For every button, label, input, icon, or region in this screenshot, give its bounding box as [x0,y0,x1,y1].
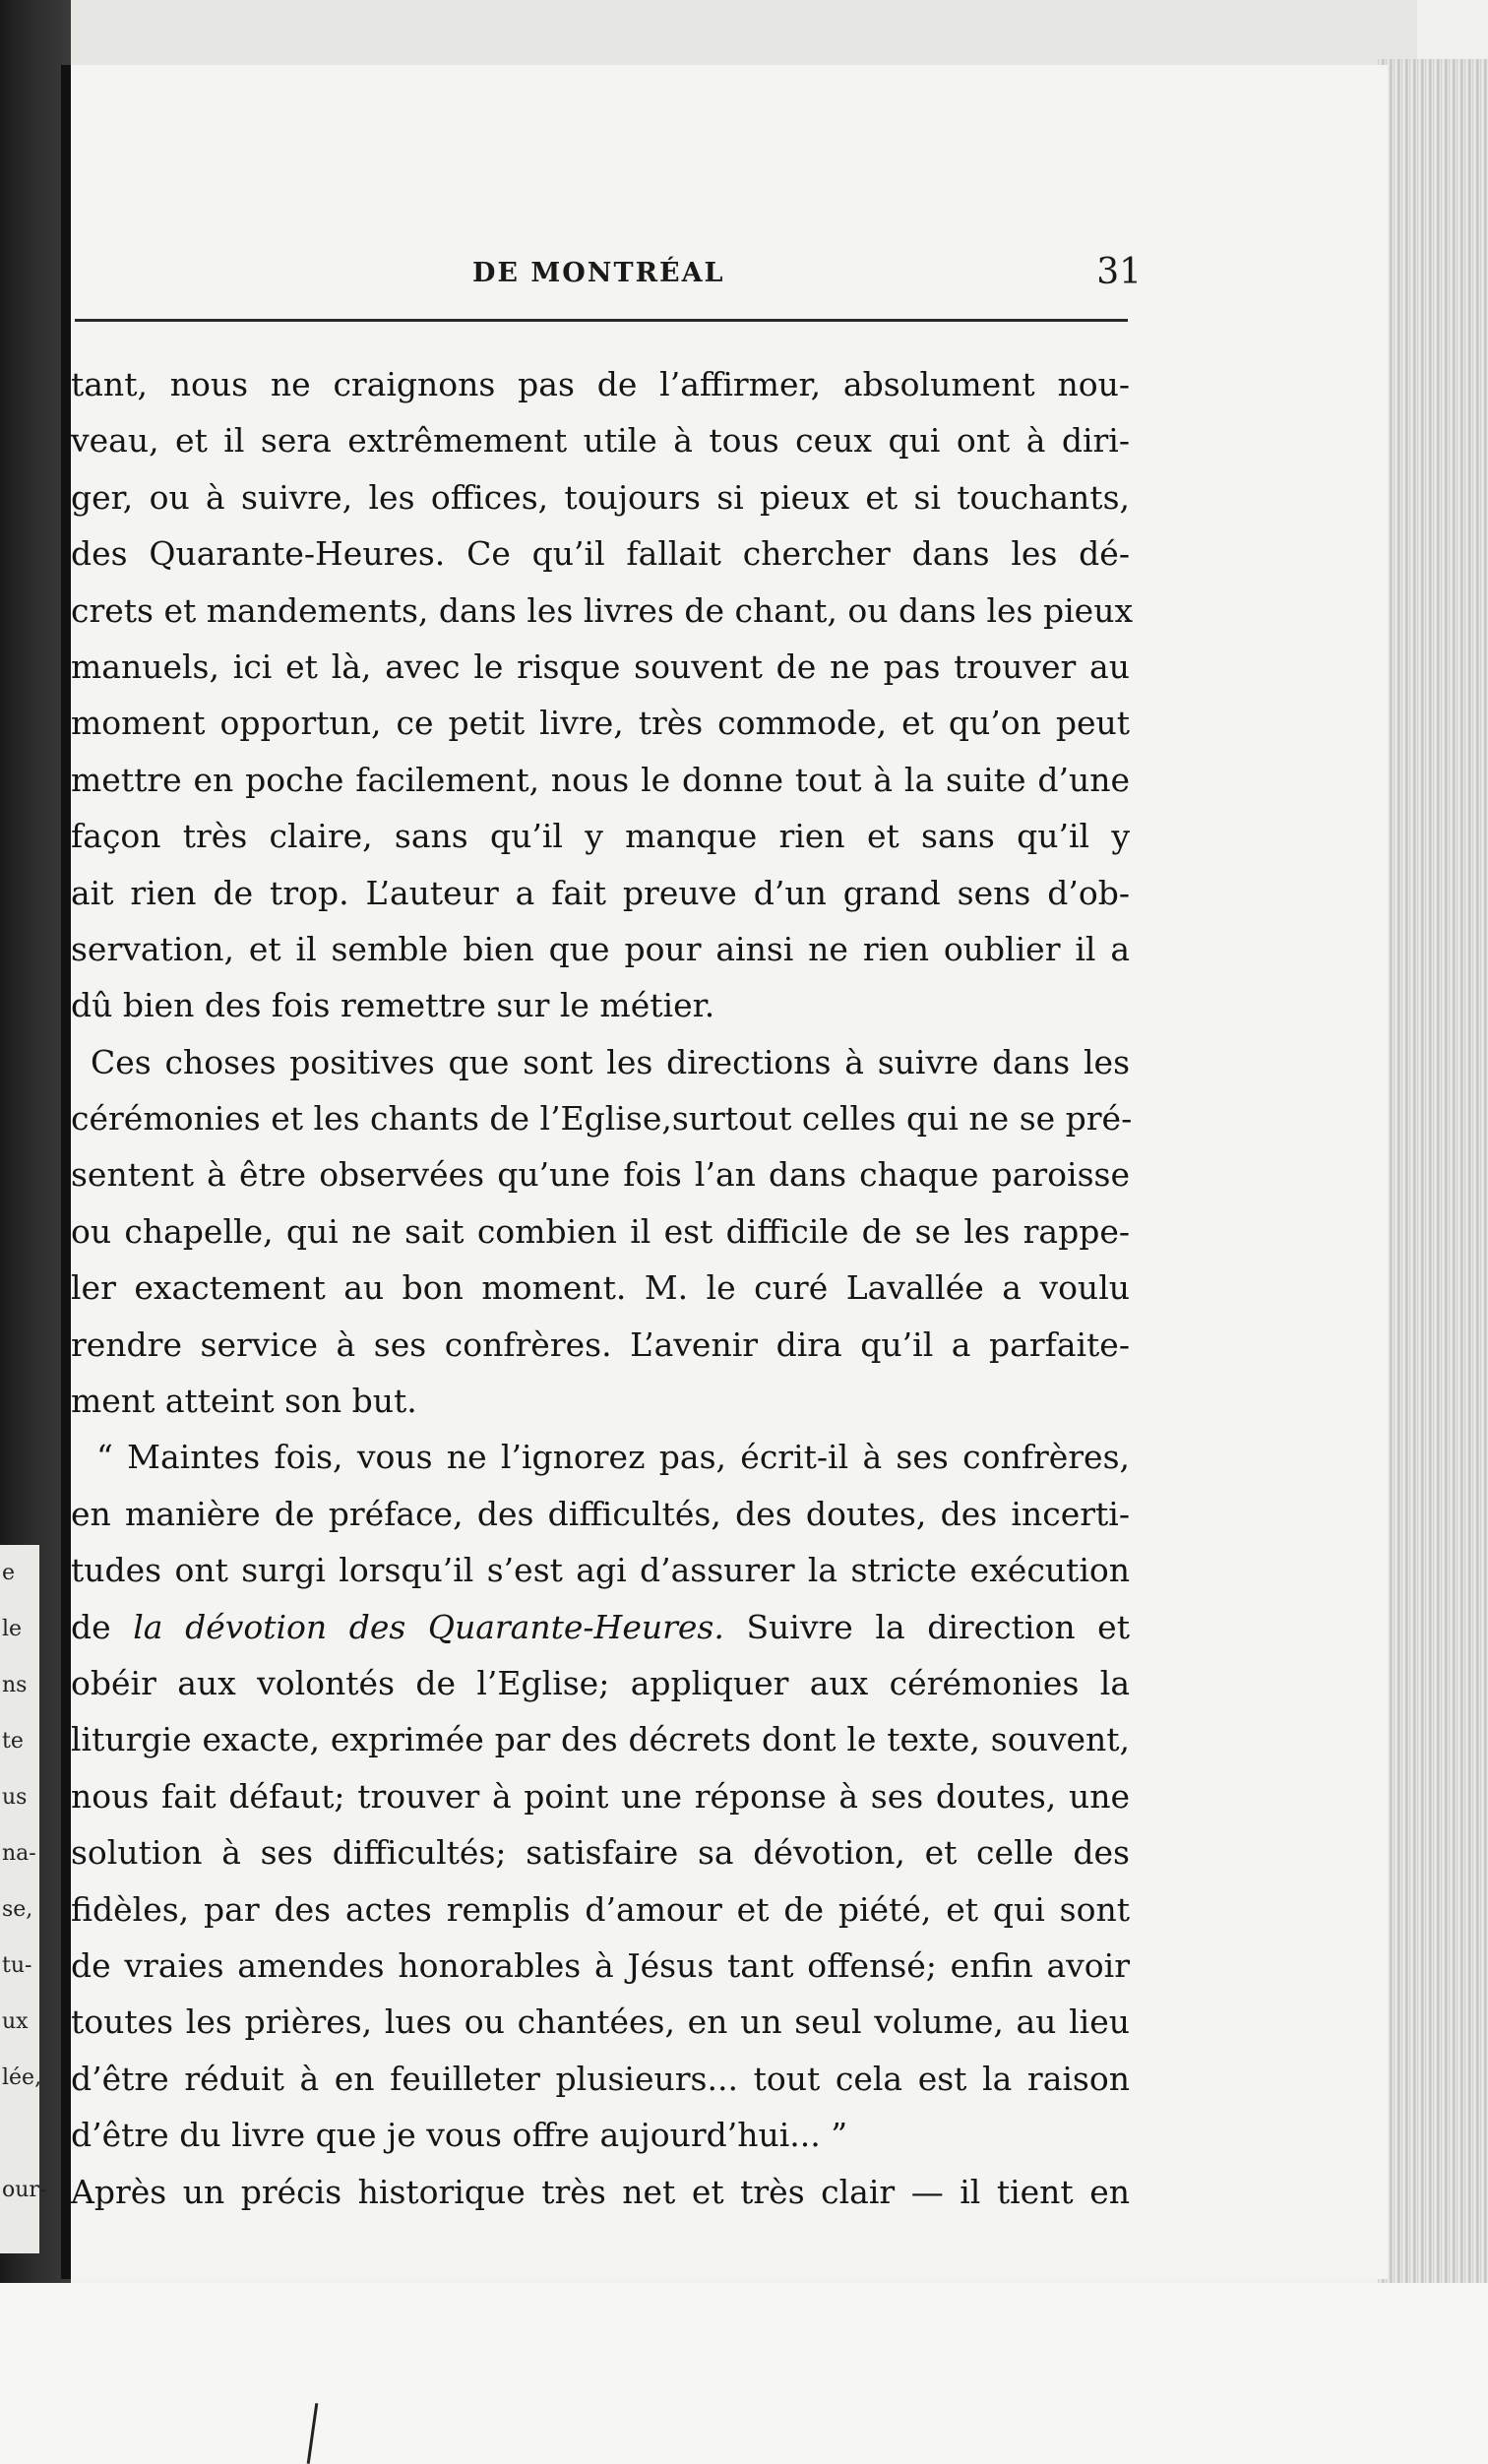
facing-page-fragments [0,1545,47,2253]
fragment: us [2,1785,28,1810]
scan-top-shadow [39,0,1417,69]
text-line: rendre service à ses confrères. L’avenir dira qu’il a parfaite- [71,1324,1130,1364]
fragment [0,2106,39,2162]
text-line: toutes les prières, lues ou chantées, en un seul volume, au lieu [71,2002,1130,2042]
fragment: na- [2,1841,36,1866]
text-line: ment atteint son but. [71,1382,417,1421]
fragment: our- [2,2178,47,2202]
text-line: d’être du livre que je vous offre aujourd’hui... ” [71,2116,848,2155]
italic-title: la dévotion des Quarante-Heures. [133,1607,724,1646]
text-line: ou chapelle, qui ne sait combien il est difficile de se les rappe- [71,1211,1130,1251]
fragment: tu- [2,1953,32,1978]
text-line: en manière de préface, des difficultés, des doutes, des incerti- [71,1494,1130,1533]
text-line: sentent à être observées qu’une fois l’an dans chaque paroisse [71,1155,1130,1195]
fragment: se, [2,1897,33,1922]
text-fragment: de [71,1607,111,1646]
scan-bottom-margin [0,2283,1488,2464]
header-rule [75,319,1128,322]
text-line: obéir aux volontés de l’Eglise; appliquer aux cérémonies la [71,1663,1130,1702]
text-line: moment opportun, ce petit livre, très commode, et qu’on peut [71,704,1130,743]
text-line: fidèles, par des actes remplis d’amour et de piété, et qui sont [71,1889,1130,1929]
text-fragment: Suivre la direction et [746,1607,1130,1646]
text-line: Ces choses positives que sont les directions à suivre dans les [91,1042,1130,1081]
text-line: des Quarante-Heures. Ce qu’il fallait chercher dans les dé- [71,534,1130,574]
text-line: crets et mandements, dans les livres de chant, ou dans les pieux [71,590,1134,630]
text-line: tant, nous ne craignons pas de l’affirmer, absolument nou- [71,365,1130,403]
text-line: veau, et il sera extrêmement utile à tous ceux qui ont à diri- [71,421,1130,461]
text-line-mixed [71,1599,1130,1655]
text-line: solution à ses difficultés; satisfaire sa dévotion, et celle des [71,1833,1130,1873]
text-line: de vraies amendes honorables à Jésus tant offensé; enfin avoir [71,1945,1130,1985]
text-line: ait rien de trop. L’auteur a fait preuve d’un grand sens d’ob- [71,873,1130,912]
text-line: liturgie exacte, exprimée par des décrets dont le texte, souvent, [71,1720,1130,1759]
fragment: le [2,1617,23,1641]
text-line: tudes ont surgi lorsqu’il s’est agi d’assurer la stricte exécution [71,1551,1130,1590]
text-line: Après un précis historique très net et très clair — il tient en [71,2172,1130,2211]
text-line: cérémonies et les chants de l’Eglise,surtout celles qui ne se pré- [71,1099,1133,1139]
fragment: lée, [2,2065,42,2090]
text-line: “ Maintes fois, vous ne l’ignorez pas, écrit-il à ses confrères, [96,1438,1130,1477]
text-line: nous fait défaut; trouver à point une réponse à ses doutes, une [71,1776,1130,1816]
page-number: 31 [1096,252,1142,292]
text-line: manuels, ici et là, avec le risque souvent de ne pas trouver au [71,647,1130,686]
text-line: dû bien des fois remettre sur le métier. [71,986,715,1025]
text-line: ler exactement au bon moment. M. le curé Lavallée a voulu [71,1268,1130,1308]
page-header [472,252,1142,307]
body-text [71,356,1134,2220]
text-line: façon très claire, sans qu’il y manque rien et sans qu’il y [71,817,1130,856]
page-edges [1378,59,1488,2312]
text-line: d’être réduit à en feuilleter plusieurs... tout cela est la raison [71,2059,1130,2098]
fragment: ns [2,1673,28,1697]
text-line: ger, ou à suivre, les offices, toujours si pieux et si touchants, [71,477,1130,517]
fragment: e [2,1561,16,1585]
fragment: te [2,1729,24,1754]
fragment: ux [2,2009,29,2034]
running-title: DE MONTRÉAL [472,258,725,288]
text-line: servation, et il semble bien que pour ainsi ne rien oublier il a [71,929,1130,968]
text-line: mettre en poche facilement, nous le donne tout à la suite d’une [71,760,1130,799]
